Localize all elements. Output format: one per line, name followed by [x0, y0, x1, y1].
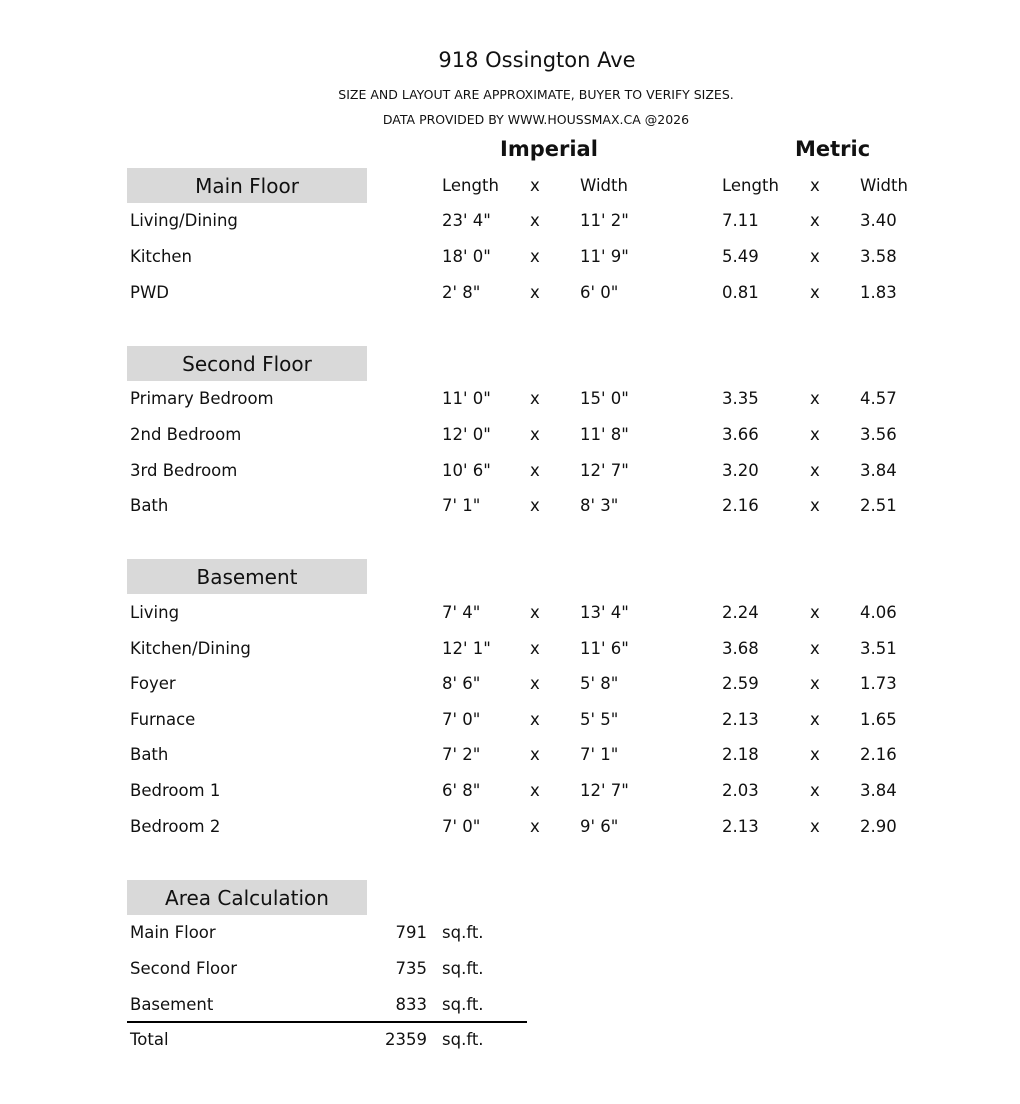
metric-length: 0.81 — [722, 283, 759, 302]
imperial-length: 11' 0" — [442, 389, 491, 408]
room-name: Bath — [130, 496, 169, 515]
metric-length: 5.49 — [722, 247, 759, 266]
times-separator: x — [810, 710, 820, 729]
total-value: 2359 — [385, 1030, 427, 1049]
disclaimer-text: SIZE AND LAYOUT ARE APPROXIMATE, BUYER TO VERIFY SIZES. — [338, 87, 734, 102]
room-name: Bedroom 1 — [130, 781, 221, 800]
times-separator: x — [810, 461, 820, 480]
times-separator: x — [530, 710, 540, 729]
room-name: 3rd Bedroom — [130, 461, 238, 480]
times-separator: x — [530, 425, 540, 444]
metric-width: 4.57 — [860, 389, 897, 408]
area-label: Second Floor — [130, 959, 238, 978]
metric-length: 3.20 — [722, 461, 759, 480]
times-separator: x — [530, 389, 540, 408]
imperial-length: 7' 1" — [442, 496, 481, 515]
imperial-length: 18' 0" — [442, 247, 491, 266]
section-header-main-floor: Main Floor — [127, 168, 367, 203]
metric-length: 3.68 — [722, 639, 759, 658]
room-name: Foyer — [130, 674, 176, 693]
times-separator: x — [810, 389, 820, 408]
metric-width: 3.58 — [860, 247, 897, 266]
room-name: Bath — [130, 745, 169, 764]
metric-length: 2.59 — [722, 674, 759, 693]
imperial-width: 15' 0" — [580, 389, 629, 408]
imperial-width: 6' 0" — [580, 283, 619, 302]
area-label: Main Floor — [130, 923, 216, 942]
column-header-metric-x: x — [810, 176, 820, 195]
imperial-length: 12' 0" — [442, 425, 491, 444]
section-header-basement: Basement — [127, 559, 367, 594]
times-separator: x — [810, 283, 820, 302]
area-label: Basement — [130, 995, 214, 1014]
metric-width: 2.16 — [860, 745, 897, 764]
room-name: Furnace — [130, 710, 196, 729]
metric-width: 3.56 — [860, 425, 897, 444]
times-separator: x — [810, 603, 820, 622]
times-separator: x — [530, 745, 540, 764]
column-header-imperial-width: Width — [580, 176, 628, 195]
times-separator: x — [810, 211, 820, 230]
times-separator: x — [530, 817, 540, 836]
room-name: Living — [130, 603, 180, 622]
imperial-width: 7' 1" — [580, 745, 619, 764]
area-value: 791 — [395, 923, 427, 942]
imperial-length: 7' 0" — [442, 710, 481, 729]
metric-length: 3.35 — [722, 389, 759, 408]
imperial-length: 23' 4" — [442, 211, 491, 230]
times-separator: x — [810, 745, 820, 764]
section-header-second-floor: Second Floor — [127, 346, 367, 381]
metric-width: 3.51 — [860, 639, 897, 658]
times-separator: x — [810, 639, 820, 658]
times-separator: x — [530, 781, 540, 800]
imperial-length: 8' 6" — [442, 674, 481, 693]
times-separator: x — [530, 461, 540, 480]
imperial-width: 11' 6" — [580, 639, 629, 658]
metric-length: 2.13 — [722, 817, 759, 836]
times-separator: x — [530, 674, 540, 693]
times-separator: x — [810, 425, 820, 444]
imperial-width: 8' 3" — [580, 496, 619, 515]
room-name: Primary Bedroom — [130, 389, 274, 408]
metric-width: 1.73 — [860, 674, 897, 693]
column-header-metric-length: Length — [722, 176, 779, 195]
imperial-length: 10' 6" — [442, 461, 491, 480]
area-unit: sq.ft. — [442, 959, 484, 978]
times-separator: x — [530, 639, 540, 658]
column-header-imperial-length: Length — [442, 176, 499, 195]
room-name: 2nd Bedroom — [130, 425, 242, 444]
data-credit-text: DATA PROVIDED BY WWW.HOUSSMAX.CA @2026 — [382, 112, 690, 127]
metric-width: 1.83 — [860, 283, 897, 302]
imperial-width: 11' 8" — [580, 425, 629, 444]
area-value: 833 — [395, 995, 427, 1014]
metric-length: 2.03 — [722, 781, 759, 800]
metric-length: 2.24 — [722, 603, 759, 622]
total-divider — [127, 1021, 527, 1023]
metric-length: 2.13 — [722, 710, 759, 729]
room-name: Bedroom 2 — [130, 817, 221, 836]
imperial-length: 6' 8" — [442, 781, 481, 800]
room-name: Kitchen/Dining — [130, 639, 251, 658]
area-unit: sq.ft. — [442, 923, 484, 942]
imperial-length: 7' 4" — [442, 603, 481, 622]
room-name: Kitchen — [130, 247, 193, 266]
metric-width: 2.90 — [860, 817, 897, 836]
total-unit: sq.ft. — [442, 1030, 484, 1049]
imperial-length: 7' 2" — [442, 745, 481, 764]
times-separator: x — [810, 781, 820, 800]
imperial-width: 12' 7" — [580, 461, 629, 480]
metric-heading: Metric — [795, 137, 871, 161]
metric-length: 2.16 — [722, 496, 759, 515]
times-separator: x — [530, 211, 540, 230]
imperial-length: 12' 1" — [442, 639, 491, 658]
times-separator: x — [810, 817, 820, 836]
total-label: Total — [130, 1030, 169, 1049]
room-name: Living/Dining — [130, 211, 238, 230]
metric-length: 3.66 — [722, 425, 759, 444]
column-header-imperial-x: x — [530, 176, 540, 195]
imperial-width: 11' 9" — [580, 247, 629, 266]
imperial-width: 13' 4" — [580, 603, 629, 622]
metric-width: 2.51 — [860, 496, 897, 515]
imperial-heading: Imperial — [500, 137, 598, 161]
times-separator: x — [810, 674, 820, 693]
metric-width: 3.84 — [860, 781, 897, 800]
times-separator: x — [810, 496, 820, 515]
times-separator: x — [810, 247, 820, 266]
section-header-area-calculation: Area Calculation — [127, 880, 367, 915]
imperial-length: 7' 0" — [442, 817, 481, 836]
imperial-width: 5' 5" — [580, 710, 619, 729]
column-header-metric-width: Width — [860, 176, 908, 195]
room-name: PWD — [130, 283, 169, 302]
imperial-length: 2' 8" — [442, 283, 481, 302]
metric-width: 1.65 — [860, 710, 897, 729]
times-separator: x — [530, 247, 540, 266]
area-unit: sq.ft. — [442, 995, 484, 1014]
imperial-width: 5' 8" — [580, 674, 619, 693]
imperial-width: 9' 6" — [580, 817, 619, 836]
property-address-title: 918 Ossington Ave — [438, 48, 636, 72]
metric-width: 3.40 — [860, 211, 897, 230]
area-value: 735 — [395, 959, 427, 978]
times-separator: x — [530, 603, 540, 622]
imperial-width: 12' 7" — [580, 781, 629, 800]
metric-width: 4.06 — [860, 603, 897, 622]
metric-length: 7.11 — [722, 211, 759, 230]
metric-width: 3.84 — [860, 461, 897, 480]
times-separator: x — [530, 283, 540, 302]
metric-length: 2.18 — [722, 745, 759, 764]
imperial-width: 11' 2" — [580, 211, 629, 230]
times-separator: x — [530, 496, 540, 515]
